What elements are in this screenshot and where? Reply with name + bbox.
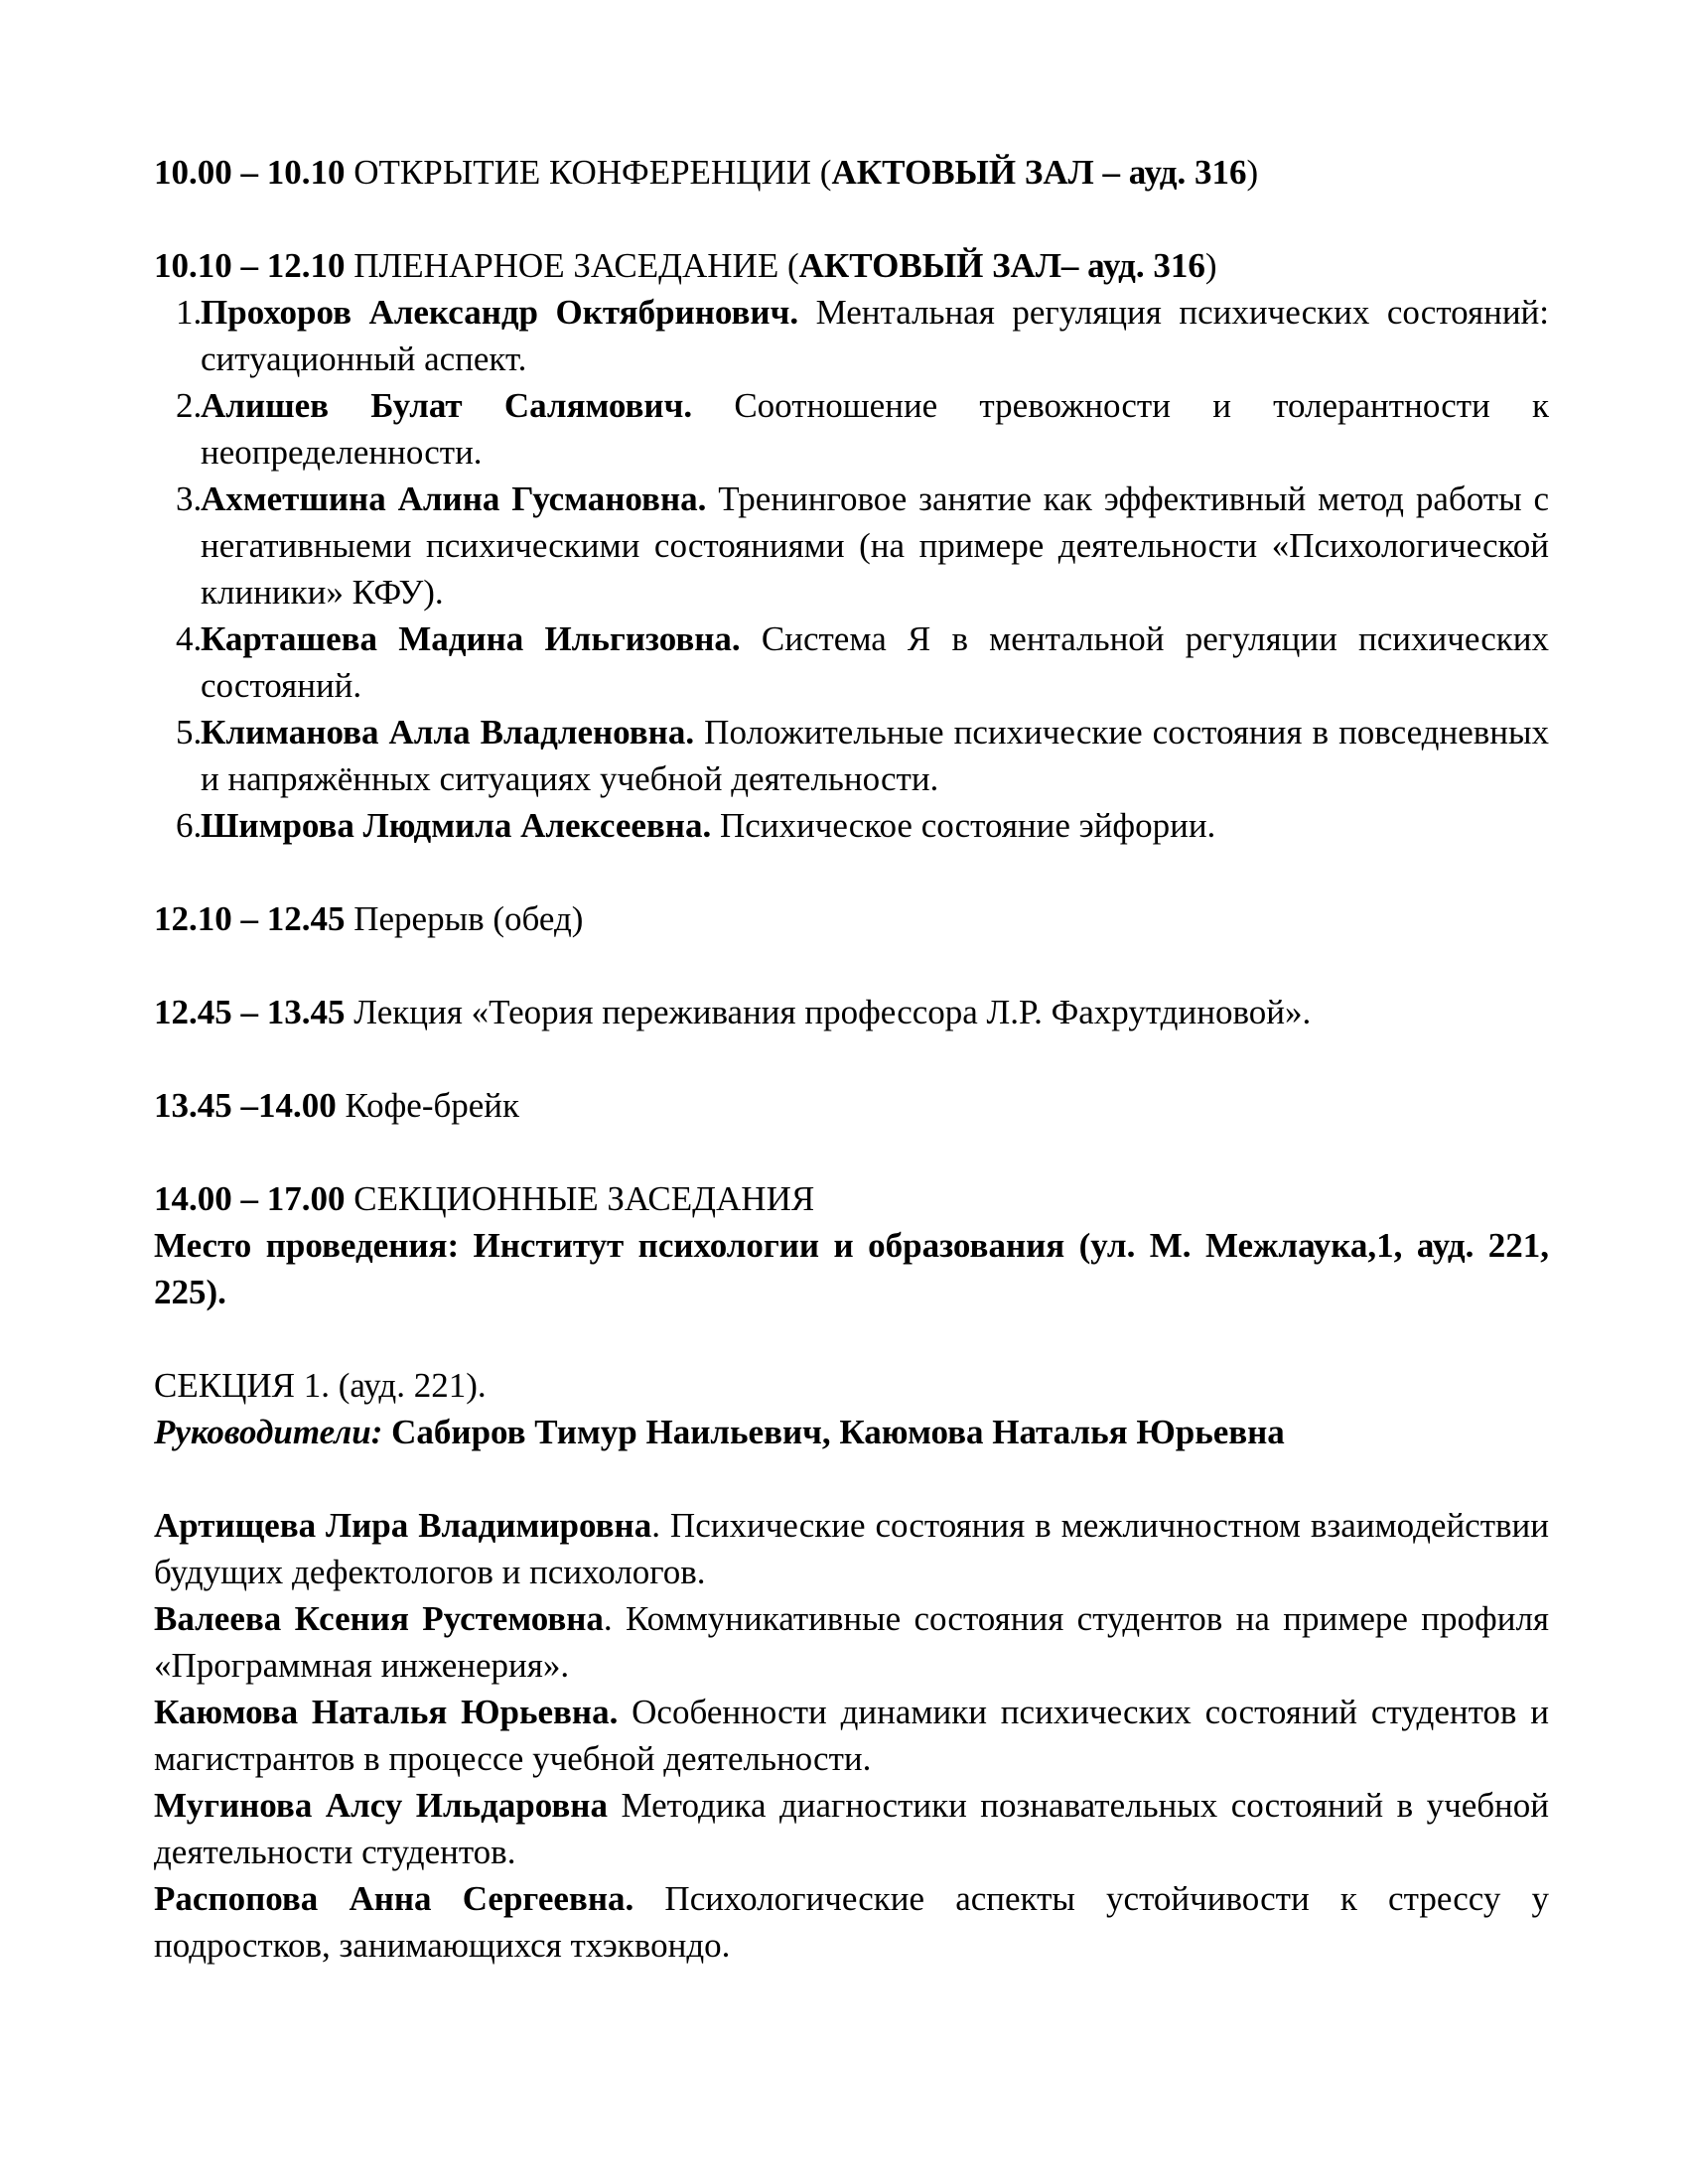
section-talk-3 [154,1689,1549,1782]
speaker-name: Артищева Лира Владимировна [154,1506,652,1545]
speaker-name: Карташева Мадина Ильгизовна. [201,619,741,658]
plenary-talk-item-4 [154,615,1549,709]
talk-title: Особенности динамики психических состояний студентов и магистрантов в процессе учебной деятельности. [154,1693,1550,1778]
speaker-name: Каюмова Наталья Юрьевна. [154,1693,619,1731]
section-talk-4 [154,1782,1549,1875]
event-opening [154,149,1549,196]
talk-title: Психическое состояние эйфории. [719,806,1216,845]
break-coffee [154,1082,1549,1129]
talk-number: 5. [176,713,203,751]
talk-number: 4. [176,619,203,658]
section-meetings-venue: Место проведения: Институт психологии и образования (ул. М. Межлаука,1, ауд. 221, 225). [154,1226,1549,1311]
section-meetings-label: СЕКЦИОННЫЕ ЗАСЕДАНИЯ [345,1179,815,1218]
speaker-name: Шимрова Людмила Алексеевна. [201,806,712,845]
talk-title: Тренинговое занятие как эффективный метод работы с негативныеми психическими состояниями (на примере деятельности «Психологической клиники» КФУ). [201,479,1550,612]
plenary-talk-item-1 [154,289,1549,382]
event-opening-close-paren: ) [1246,153,1259,192]
break-coffee-time: 13.45 –14.00 [154,1086,337,1125]
section-talk-2 [154,1595,1549,1689]
section-meetings-block [154,1175,1549,1315]
plenary-talk-item-5 [154,709,1549,802]
event-plenary-close-paren: ) [1204,246,1217,285]
talk-number: 6. [176,806,203,845]
name-separator: . [651,1506,670,1545]
section-meetings-heading [154,1175,1549,1222]
speaker-name: Прохоров Александр Октябринович. [201,293,799,332]
section-talk-5 [154,1875,1549,1969]
speaker-name: Климанова Алла Владленовна. [201,713,695,751]
lecture-event-time: 12.45 – 13.45 [154,993,346,1031]
lecture-event-label: Лекция «Теория переживания профессора Л.Р. Фахрутдиновой». [345,993,1312,1031]
talk-title: Коммуникативные состояния студентов на примере профиля «Программная инженерия». [154,1599,1550,1685]
event-plenary-label: ПЛЕНАРНОЕ ЗАСЕДАНИЕ ( [345,246,799,285]
talk-title: Ментальная регуляция психических состояний: ситуационный аспект. [201,293,1550,378]
talk-number: 1. [176,293,203,332]
lecture-event [154,989,1549,1035]
speaker-name: Алишев Булат Салямович. [201,386,693,425]
section-1-talks [154,1502,1549,1969]
talk-title: Положительные психические состояния в повседневных и напряжённых ситуациях учебной деятельности. [201,713,1550,798]
break-lunch-label: Перерыв (обед) [345,899,584,938]
talk-number: 3. [176,479,203,518]
break-lunch-time: 12.10 – 12.45 [154,899,346,938]
plenary-talk-item-6 [154,802,1549,849]
section-talk-1 [154,1502,1549,1595]
break-lunch [154,895,1549,942]
leaders-label: Руководители: [154,1413,383,1451]
section-meetings-time: 14.00 – 17.00 [154,1179,346,1218]
break-coffee-label: Кофе-брейк [336,1086,520,1125]
event-plenary-time: 10.10 – 12.10 [154,246,346,285]
event-opening-label: ОТКРЫТИЕ КОНФЕРЕНЦИИ ( [345,153,832,192]
talk-title: Психические состояния в межличностном взаимодействии будущих дефектологов и психологов. [154,1506,1549,1591]
speaker-name: Распопова Анна Сергеевна. [154,1879,634,1918]
talk-number: 2. [176,386,203,425]
talk-title: Методика диагностики познавательных состояний в учебной деятельности студентов. [154,1786,1549,1871]
name-separator [633,1879,664,1918]
event-opening-time: 10.00 – 10.10 [154,153,346,192]
speaker-name: Мугинова Алсу Ильдаровна [154,1786,608,1825]
plenary-talk-item-2 [154,382,1549,476]
plenary-talk-item-3 [154,476,1549,615]
talk-title: Психологические аспекты устойчивости к стрессу у подростков, занимающихся тхэквондо. [154,1879,1549,1965]
event-opening-venue: АКТОВЫЙ ЗАЛ – ауд. 316 [831,153,1247,192]
speaker-name: Ахметшина Алина Гусмановна. [201,479,707,518]
event-plenary [154,242,1549,289]
leaders-names: Сабиров Тимур Наильевич, Каюмова Наталья Юрьевна [382,1413,1285,1451]
name-separator [618,1693,632,1731]
plenary-talks-list [154,289,1549,849]
section-1-header [154,1362,1549,1455]
name-separator: . [603,1599,627,1638]
section-1-leaders [154,1409,1549,1455]
event-plenary-venue: АКТОВЫЙ ЗАЛ– ауд. 316 [798,246,1205,285]
talk-title: Соотношение тревожности и толерантности к неопределенности. [201,386,1549,472]
talk-title: Система Я в ментальной регуляции психических состояний. [201,619,1549,705]
speaker-name: Валеева Ксения Рустемовна [154,1599,604,1638]
name-separator [608,1786,621,1825]
section-1-title: СЕКЦИЯ 1. (ауд. 221). [154,1366,487,1405]
